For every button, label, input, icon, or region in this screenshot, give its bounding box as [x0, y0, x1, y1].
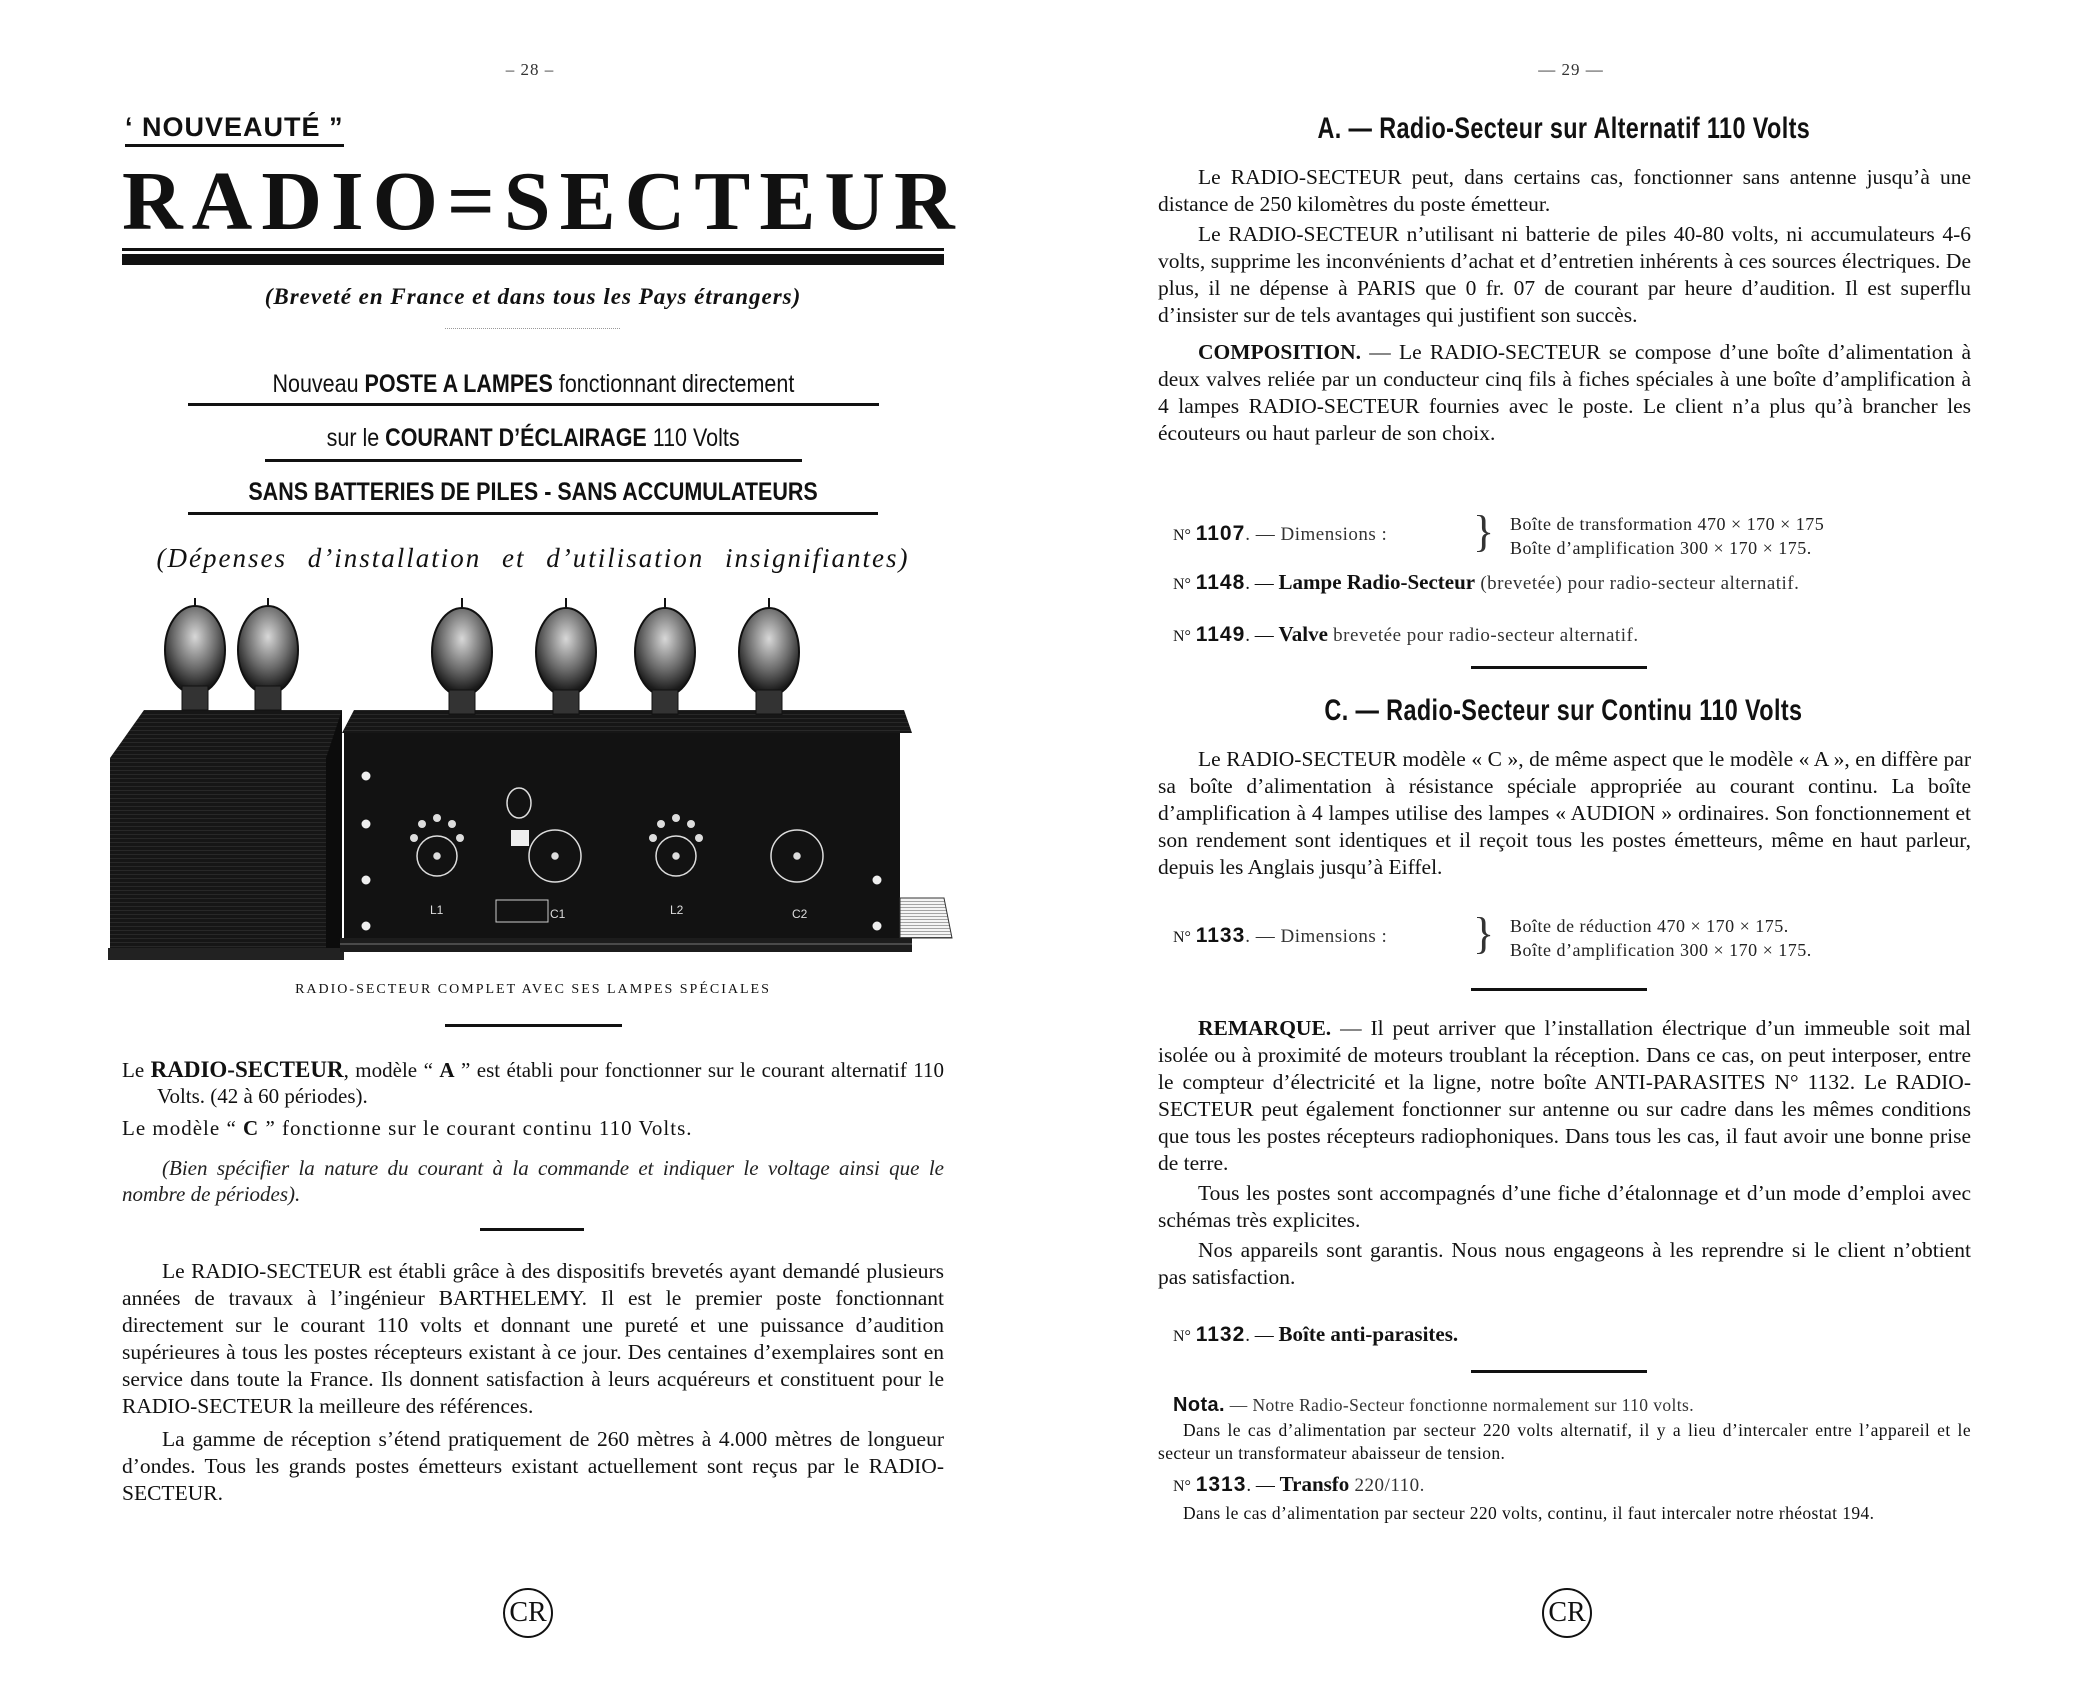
left-paragraph-1: Le RADIO-SECTEUR est établi grâce à des dispositifs brevetés ayant demandé plusieurs années de travaux à l’ingénieur BARTHELEMY. Il est le premier poste fonctionnant directement sur le courant 110 volts et donnant une pureté et une puissance d’audition supérieures à tous les postes récepteurs existant à ce jour. Des centaines d’exemplaires sont en service dans toute la France. Ils donnent satisfaction à leurs acquéreurs et constituent pour le RADIO-SECTEUR la meilleure des références. — [122, 1259, 944, 1418]
claim-line-2: sur le COURANT D’ÉCLAIRAGE 110 Volts — [326, 424, 740, 452]
radio-set-drawing-icon — [104, 598, 956, 962]
separator-rule — [1471, 666, 1647, 669]
claim-underline-3 — [188, 512, 878, 515]
left-paragraph-2: La gamme de réception s’étend pratiquement de 260 mètres à 4.000 mètres de longueur d’ondes. Tous les grands postes émetteurs existant actuellement sont reçus par le RADIO-SECTEUR. — [122, 1427, 944, 1505]
item-1107-dimensions: Boîte de transformation 470 × 170 × 175 Boîte d’amplification 300 × 170 × 175. — [1510, 514, 1825, 558]
remarque-paragraph-2: Tous les postes sont accompagnés d’une fiche d’étalonnage et d’un mode d’emploi avec schémas très explicites. — [1158, 1181, 1971, 1232]
model-a-text: Le RADIO-SECTEUR, modèle “ A ” est établi pour fonctionner sur le courant alternatif 110 Volts. (42 à 60 périodes). — [122, 1057, 944, 1108]
item-1132: N° 1132. — Boîte anti-parasites. — [1173, 1322, 1459, 1346]
claim-underline-1 — [188, 403, 879, 406]
kicker-nouveaute: ‘ NOUVEAUTÉ ” — [125, 112, 344, 147]
item-1107: N° 1107. — Dimensions : — [1173, 522, 1388, 545]
section-a-heading: A. — Radio-Secteur sur Alternatif 110 Volts — [1317, 112, 1810, 145]
brace-icon: } — [1473, 507, 1495, 556]
title-rule-thick — [122, 254, 944, 265]
separator-rule — [445, 1024, 622, 1027]
section-a-body — [1158, 164, 1971, 447]
radio-set-illustration — [104, 598, 956, 962]
nota-paragraph-1: Dans le cas d’alimentation par secteur 220 volts alternatif, il y a lieu d’intercaler entre l’appareil et le secteur un transformateur abaisseur de tension. — [1158, 1420, 1971, 1463]
dial-label-l1: L1 — [430, 903, 444, 917]
section-c-paragraph: Le RADIO-SECTEUR modèle « C », de même aspect que le modèle « A », en diffère par sa boîte d’alimentation à résistance spéciale appropriée au courant continu. La boîte d’amplification à 4 lampes utilise des lampes « AUDION » ordinaires. Son fonctionnement et son rendement sont identiques et il reçoit tous les postes émetteurs, même en haut parleur, depuis les Anglais jusqu’à Eiffel. — [1158, 747, 1971, 879]
item-1133-dimensions: Boîte de réduction 470 × 170 × 175. Boîte d’amplification 300 × 170 × 175. — [1510, 916, 1812, 960]
item-1313: N° 1313. — Transfo 220/110. — [1173, 1472, 1425, 1496]
dial-label-l2: L2 — [670, 903, 684, 917]
separator-rule-short — [480, 1228, 584, 1231]
left-body-text — [122, 1258, 944, 1507]
publisher-monogram-icon: CR — [1542, 1588, 1592, 1638]
model-c-text: Le modèle “ C ” fonctionne sur le courant continu 110 Volts. — [122, 1116, 693, 1140]
remarque-block — [1158, 1015, 1971, 1291]
dial-label-c1: C1 — [550, 907, 566, 921]
composition-paragraph: COMPOSITION. — Le RADIO-SECTEUR se compose d’une boîte d’alimentation à deux valves reliée par un conducteur cinq fils à fiches spéciales à une boîte d’amplification à 4 lampes RADIO-SECTEUR fournies avec le poste. Le client n’a plus qu’à brancher les écouteurs ou haut parleur de son choix. — [1158, 340, 1971, 445]
right-page — [1047, 0, 2095, 1700]
title-rule-thin — [122, 248, 944, 251]
section-c-body — [1158, 746, 1971, 881]
page-number: – 28 – — [505, 60, 555, 79]
nota-block — [1158, 1394, 1971, 1465]
model-descriptions — [122, 1057, 944, 1207]
remarque-paragraph: REMARQUE. — Il peut arriver que l’installation électrique d’un immeuble soit mal isolée ou à proximité de moteurs troublant la réception. Dans ce cas, on peut interposer, entre le compteur d’électricité et la ligne, notre boîte ANTI-PARASITES N° 1132. Le RADIO-SECTEUR peut également fonctionner sur antenne ou sur cadre dans les mêmes conditions que tous les postes récepteurs radiophoniques. Dans tous les cas, il faut avoir une bonne prise de terre. — [1158, 1016, 1971, 1175]
claim-line-1: Nouveau POSTE A LAMPES fonctionnant directement — [272, 370, 794, 398]
dial-label-c2: C2 — [792, 907, 808, 921]
main-title: RADIO=SECTEUR — [122, 155, 964, 248]
nota-paragraph-2-wrap — [1158, 1502, 1971, 1525]
section-c-heading: C. — Radio-Secteur sur Continu 110 Volts — [1324, 694, 1803, 727]
section-a-heading-wrap — [1156, 112, 1971, 146]
claim-underline-2 — [265, 459, 802, 462]
section-a-paragraph-1: Le RADIO-SECTEUR peut, dans certains cas, fonctionner sans antenne jusqu’à une distance de 250 kilomètres du poste émetteur. — [1158, 165, 1971, 216]
separator-rule — [1471, 1370, 1647, 1373]
publisher-monogram-icon: CR — [503, 1588, 553, 1638]
claim-line-3: SANS BATTERIES DE PILES - SANS ACCUMULATEURS — [248, 478, 818, 506]
left-page — [0, 0, 1047, 1700]
patent-note: (Breveté en France et dans tous les Pays étrangers) — [264, 284, 802, 309]
illustration-caption: RADIO-SECTEUR COMPLET AVEC SES LAMPES SPÉCIALES — [295, 982, 771, 997]
nota-line: Nota. — Notre Radio-Secteur fonctionne normalement sur 110 volts. — [1173, 1394, 1695, 1416]
section-c-heading-wrap — [1156, 694, 1971, 728]
item-1148: N° 1148. — Lampe Radio-Secteur (brevetée) pour radio-secteur alternatif. — [1173, 570, 1800, 594]
separator-rule — [1471, 988, 1647, 991]
dotted-ornament — [445, 328, 620, 329]
nota-paragraph-2: Dans le cas d’alimentation par secteur 220 volts, continu, il faut intercaler notre rhéostat 194. — [1183, 1503, 1875, 1523]
item-1149: N° 1149. — Valve brevetée pour radio-secteur alternatif. — [1173, 622, 1639, 646]
brace-icon: } — [1473, 909, 1495, 958]
section-a-paragraph-2: Le RADIO-SECTEUR n’utilisant ni batterie de piles 40-80 volts, ni accumulateurs 4-6 volts, supprime les inconvénients d’achat et d’entretien inhérents à ces sources électriques. De plus, il ne dépense à PARIS que 0 fr. 07 de courant par heure d’audition. Il est superflu d’insister sur de tels avantages qui justifient son succès. — [1158, 222, 1971, 327]
remarque-paragraph-3: Nos appareils sont garantis. Nous nous engageons à les reprendre si le client n’obtient pas satisfaction. — [1158, 1238, 1971, 1289]
ordering-note: (Bien spécifier la nature du courant à la commande et indiquer le voltage ainsi que le nombre de périodes). — [122, 1156, 944, 1206]
item-1133: N° 1133. — Dimensions : — [1173, 924, 1388, 947]
page-number: — 29 — — [1538, 60, 1604, 79]
costs-note: (Dépenses d’installation et d’utilisation insignifiantes) — [156, 543, 910, 573]
